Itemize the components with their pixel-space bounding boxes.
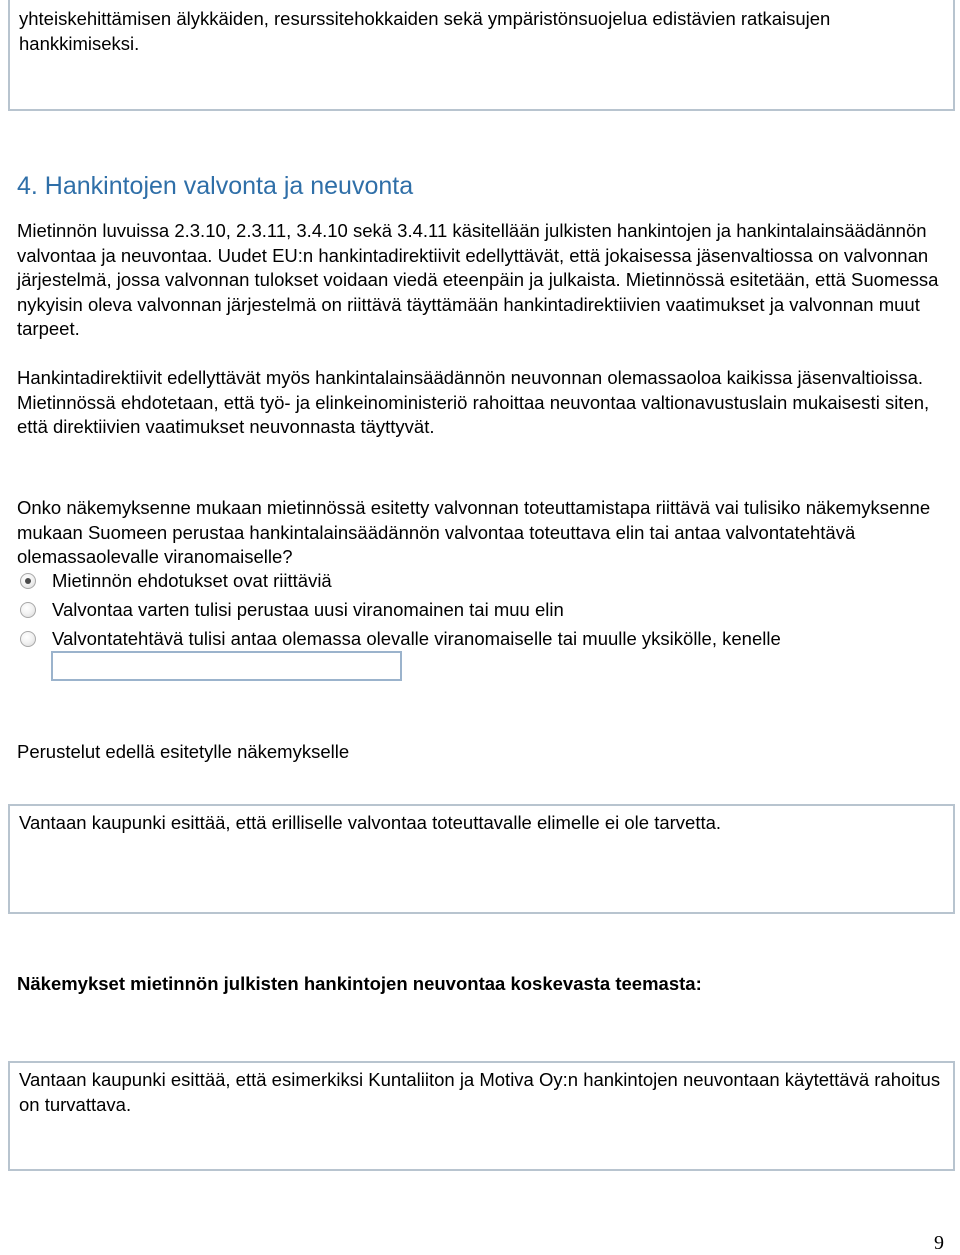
radio-label: Valvontatehtävä tulisi antaa olemassa olevalle viranomaiselle tai muulle yksikölle, kenelle [52, 628, 781, 649]
radio-label: Mietinnön ehdotukset ovat riittäviä [52, 570, 332, 591]
section-paragraph-2: Hankintadirektiivit edellyttävät myös hankintalainsäädännön neuvonnan olemassaoloa kaikissa jäsenvaltioissa. Mietinnössä ehdotetaan, että työ- ja elinkeinoministeriö rahoittaa neuvontaa valtionavustuslain mukaisesti siten, että direktiivien vaatimukset neuvonnasta täyttyvät. [17, 367, 930, 437]
section-heading: 4. Hankintojen valvonta ja neuvonta [17, 172, 414, 200]
other-authority-input[interactable] [51, 651, 402, 681]
radio-option-existing-authority[interactable] [20, 626, 781, 652]
previous-answer-text: yhteiskehittämisen älykkäiden, resurssitehokkaiden sekä ympäristönsuojelua edistävien ratkaisujen hankkimiseksi. [19, 8, 831, 54]
rationale-answer-text: Vantaan kaupunki esittää, että erilliselle valvontaa toteuttavalle elimelle ei ole tarvetta. [19, 812, 722, 833]
radio-unselected-icon[interactable] [20, 602, 36, 618]
section-paragraph-1: Mietinnön luvuissa 2.3.10, 2.3.11, 3.4.10 sekä 3.4.11 käsitellään julkisten hankintojen ja hankintalainsäädännön valvontaa ja neuvontaa. Uudet EU:n hankintadirektiivit edellyttävät, että jokaisessa jäsenvaltiossa on valvonnan järjestelmä, jossa valvonnan tulokset voidaan viedä eteenpäin ja julkaista. Mietinnössä esitetään, että Suomessa nykyisin oleva valvonnan järjestelmä on riittävä täyttämään hankintadirektiivien vaatimukset ja valvonnan muut tarpeet. [17, 220, 939, 339]
advice-answer-text: Vantaan kaupunki esittää, että esimerkiksi Kuntaliiton ja Motiva Oy:n hankintojen neuvontaan käytettävä rahoitus on turvattava. [19, 1069, 941, 1115]
question-text: Onko näkemyksenne mukaan mietinnössä esitetty valvonnan toteuttamistapa riittävä vai tulisiko näkemyksenne mukaan Suomeen perustaa hankintalainsäädännön valvontaa toteuttava elin tai antaa valvontatehtävä olemassaolevalle viranomaiselle? [17, 497, 931, 567]
radio-option-new-authority[interactable] [20, 597, 564, 623]
radio-label: Valvontaa varten tulisi perustaa uusi viranomainen tai muu elin [52, 599, 564, 620]
rationale-answer-box[interactable] [8, 804, 955, 914]
rationale-label: Perustelut edellä esitetylle näkemykselle [17, 741, 350, 762]
advice-answer-box[interactable] [8, 1061, 955, 1171]
previous-answer-box[interactable] [8, 0, 955, 111]
radio-selected-icon[interactable] [20, 573, 36, 589]
radio-unselected-icon[interactable] [20, 631, 36, 647]
page-number: 9 [934, 1232, 944, 1254]
radio-option-sufficient[interactable] [20, 568, 332, 594]
advice-label: Näkemykset mietinnön julkisten hankintojen neuvontaa koskevasta teemasta: [17, 973, 702, 994]
